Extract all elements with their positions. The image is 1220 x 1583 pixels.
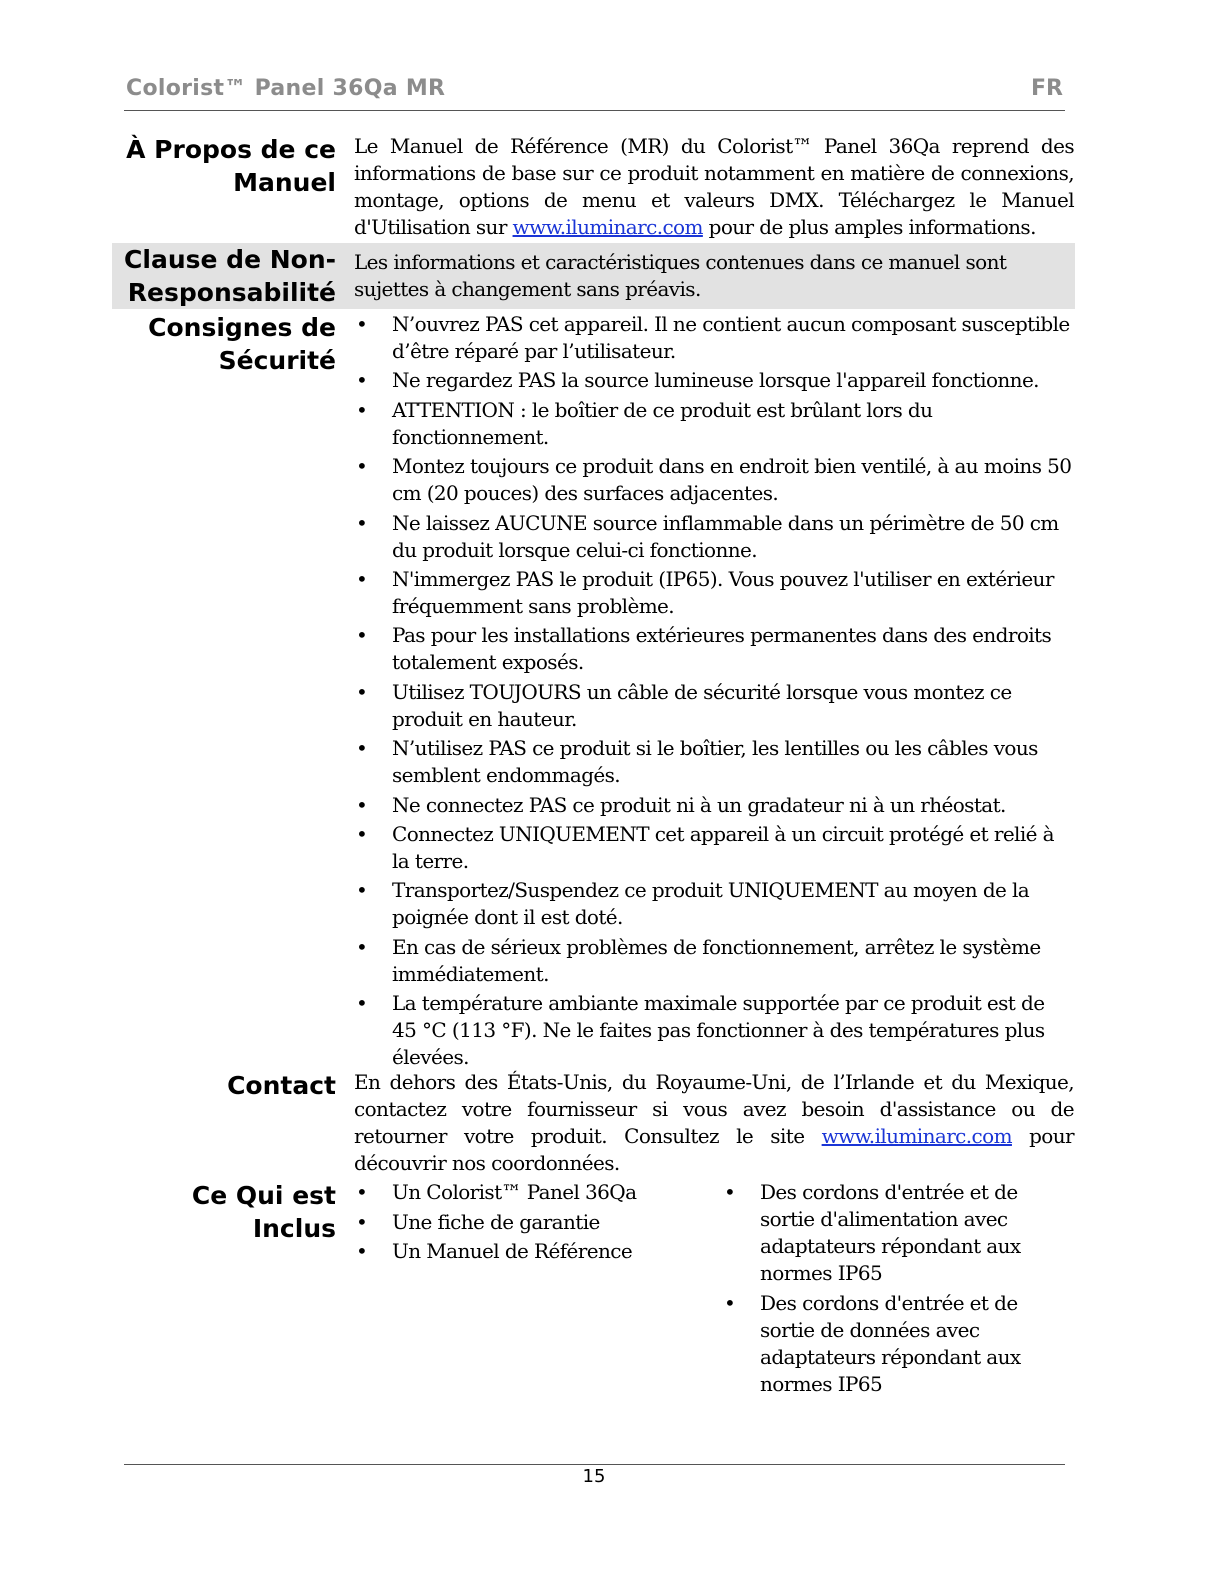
page-number: 15 (582, 1466, 606, 1487)
page-header (124, 76, 1065, 111)
bullet-marker: • (724, 1290, 736, 1315)
header-language: FR (1031, 76, 1063, 101)
bullet-marker: • (356, 1180, 368, 1204)
safety-instructions (354, 311, 1074, 1073)
section-label-about (112, 133, 336, 199)
bullet-marker: • (356, 454, 368, 479)
list-item (354, 510, 1074, 564)
list-item-text: N’utilisez PAS ce produit si le boîtier, les lentilles ou les câbles vous semblent endommagés. (392, 736, 1038, 788)
list-item-text: Pas pour les installations extérieures permanentes dans des endroits totalement exposés. (392, 623, 1052, 675)
label-line: À Propos de ce (126, 135, 336, 164)
bullet-marker: • (356, 736, 368, 761)
list-item (354, 1179, 672, 1206)
bullet-marker: • (356, 312, 368, 336)
list-item-text: Utilisez TOUJOURS un câble de sécurité lorsque vous montez ce produit en hauteur. (392, 679, 1012, 731)
list-item-text: Connectez UNIQUEMENT cet appareil à un circuit protégé et relié à la terre. (392, 821, 1054, 873)
bullet-marker: • (356, 368, 368, 393)
list-item-text: Un Colorist™ Panel 36Qa (392, 1180, 637, 1204)
bullet-marker: • (356, 821, 368, 846)
bullet-marker: • (356, 1209, 368, 1234)
section-disclaimer (112, 243, 1075, 309)
list-item (354, 1209, 672, 1236)
list-item-text: N’ouvrez PAS cet appareil. Il ne contient aucun composant susceptible d’être réparé par l’utilisateur. (392, 312, 1070, 363)
list-item-text: Ne connectez PAS ce produit ni à un gradateur ni à un rhéostat. (392, 792, 1006, 817)
bullet-marker: • (356, 679, 368, 704)
list-item-text: ATTENTION : le boîtier de ce produit est brûlant lors du fonctionnement. (392, 397, 933, 449)
website-link[interactable]: www.iluminarc.com (512, 215, 703, 239)
label-line: Inclus (252, 1214, 336, 1243)
list-item (354, 735, 1074, 789)
bullet-marker: • (356, 623, 368, 648)
list-item (354, 821, 1074, 875)
text-segment: pour de plus amples informations. (702, 215, 1036, 239)
list-item-text: Un Manuel de Référence (392, 1239, 633, 1263)
text-segment: Le Manuel de Référence (MR) du Colorist™ Panel 36Qa reprend des informations de base sur ce produit notamment en matière de connexions, montage, options de menu et valeurs DMX. Téléchargez le Manuel d'Utilisation sur (354, 134, 1074, 239)
list-item (354, 990, 1074, 1071)
section-label-safety (112, 311, 336, 377)
text-segment: pour découvrir nos coordonnées. (354, 1124, 1074, 1175)
label-line: Sécurité (218, 346, 336, 375)
section-safety (112, 311, 1075, 1070)
label-line: Responsabilité (127, 278, 336, 307)
included-list-right (722, 1179, 1076, 1400)
bullet-marker: • (356, 510, 368, 535)
list-item-text: Transportez/Suspendez ce produit UNIQUEMENT au moyen de la poignée dont il est doté. (392, 878, 1030, 930)
section-included (112, 1179, 1075, 1396)
list-item (354, 311, 1074, 365)
section-contact (112, 1069, 1075, 1177)
bullet-marker: • (356, 878, 368, 903)
list-item-text: Des cordons d'entrée et de sortie d'alimentation avec adaptateurs répondant aux normes IP65 (760, 1180, 1021, 1285)
website-link[interactable]: www.iluminarc.com (821, 1124, 1012, 1148)
bullet-marker: • (356, 991, 368, 1016)
bullet-marker: • (356, 1239, 368, 1263)
list-item-text: En cas de sérieux problèmes de fonctionnement, arrêtez le système immédiatement. (392, 934, 1041, 986)
list-item (722, 1179, 1076, 1287)
bullet-marker: • (356, 566, 368, 591)
list-item (354, 453, 1074, 507)
section-text-about (354, 133, 1074, 241)
list-item (354, 566, 1074, 620)
bullet-marker: • (724, 1180, 736, 1204)
list-item (354, 679, 1074, 733)
list-item-text: Ne laissez AUCUNE source inflammable dans un périmètre de 50 cm du produit lorsque celui-ci fonctionne. (392, 510, 1059, 562)
list-item (354, 877, 1074, 931)
label-line: Ce Qui est (191, 1181, 336, 1210)
list-item (354, 367, 1074, 394)
text-segment: En dehors des États-Unis, du Royaume-Uni, de l’Irlande et du Mexique, contactez votre fournisseur si vous avez besoin d'assistance ou de retourner votre produit. Consultez le site (354, 1070, 1074, 1148)
list-item-text: Des cordons d'entrée et de sortie de données avec adaptateurs répondant aux normes IP65 (760, 1290, 1021, 1396)
bullet-marker: • (356, 397, 368, 422)
list-item-text: N'immergez PAS le produit (IP65). Vous pouvez l'utiliser en extérieur fréquemment sans problème. (392, 566, 1054, 618)
list-item (354, 1238, 672, 1265)
section-label-disclaimer (112, 243, 336, 309)
list-item (354, 934, 1074, 988)
list-item-text: Montez toujours ce produit dans en endroit bien ventilé, à au moins 50 cm (20 pouces) des surfaces adjacentes. (392, 454, 1072, 506)
list-item-text: Ne regardez PAS la source lumineuse lorsque l'appareil fonctionne. (392, 368, 1039, 393)
section-about (112, 133, 1075, 241)
section-label-included (112, 1179, 336, 1245)
bullet-marker: • (356, 934, 368, 959)
label-line: Manuel (233, 168, 336, 197)
list-item-text: Une fiche de garantie (392, 1209, 600, 1234)
list-item (354, 792, 1074, 819)
section-label-contact: Contact (227, 1071, 336, 1100)
label-line: Clause de Non- (124, 245, 336, 274)
section-text-contact (354, 1069, 1074, 1177)
label-line: Consignes de (148, 313, 336, 342)
footer-rule (124, 1464, 1065, 1465)
list-item (722, 1290, 1076, 1398)
included-list-left (354, 1179, 672, 1268)
list-item (354, 397, 1074, 451)
list-item-text: La température ambiante maximale supportée par ce produit est de 45 °C (113 °F). Ne le faites pas fonctionner à des températures plus élevées. (392, 991, 1045, 1070)
header-title: Colorist™ Panel 36Qa MR (126, 76, 446, 101)
section-text-disclaimer: Les informations et caractéristiques contenues dans ce manuel sont sujettes à changement sans préavis. (354, 250, 1007, 301)
list-item (354, 622, 1074, 676)
safety-list (354, 311, 1074, 1071)
bullet-marker: • (356, 792, 368, 817)
